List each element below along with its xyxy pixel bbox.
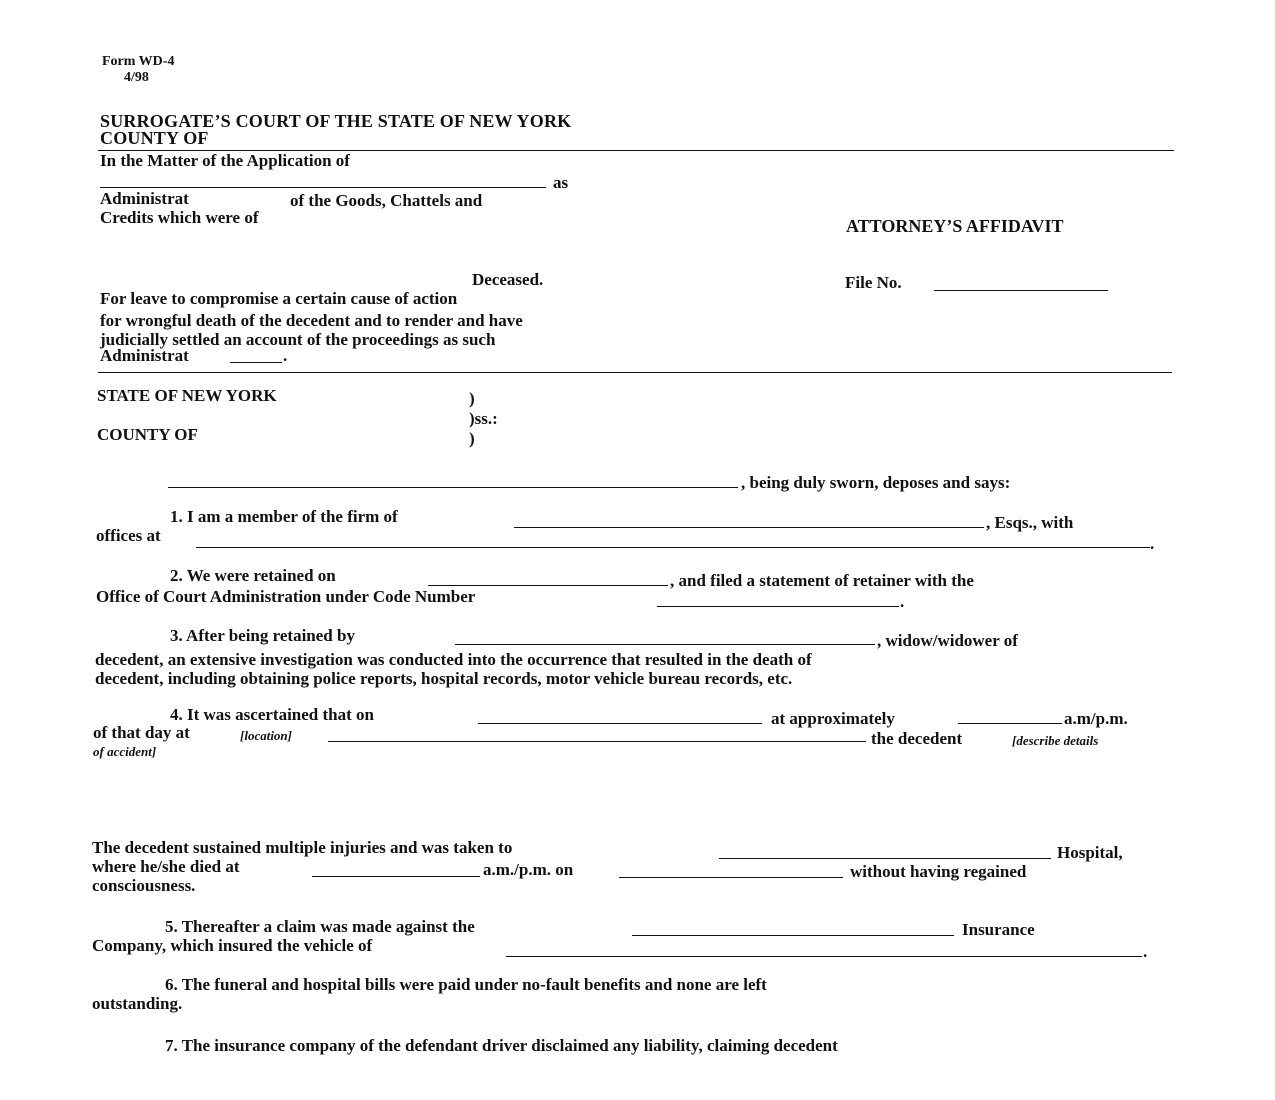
firm-name-blank [514, 527, 984, 528]
p4-approx: at approximately [771, 709, 895, 728]
p4-decedent: the decedent [871, 729, 963, 748]
applicant-name-blank [100, 187, 546, 188]
p4-line-2: of that day at [93, 723, 190, 742]
p4-details-hint: [describe details [1012, 733, 1099, 748]
p4b-line-1: The decedent sustained multiple injuries and was taken to [92, 838, 513, 857]
hospital-name-blank [719, 858, 1051, 859]
file-no-label: File No. [845, 273, 902, 292]
accident-date-blank [478, 723, 762, 724]
caption-leave-4: Administrat [100, 346, 189, 365]
caption-credits: Credits which were of [100, 208, 259, 227]
caption-bottom-rule [98, 372, 1172, 373]
p5-insurance: Insurance [962, 920, 1035, 939]
file-no-blank [934, 290, 1108, 291]
caption-goods: of the Goods, Chattels and [290, 191, 483, 210]
p4b-line-2: where he/she died at [92, 857, 240, 876]
sworn-statement: , being duly sworn, deposes and says: [741, 473, 1011, 492]
p5-line-2: Company, which insured the vehicle of [92, 936, 373, 955]
p2-line-1: 2. We were retained on [170, 566, 336, 585]
p3-widow: , widow/widower of [877, 631, 1018, 650]
court-name: SURROGATE’S COURT OF THE STATE OF NEW YORK [100, 111, 572, 131]
form-id: Form WD-4 [102, 54, 175, 69]
p2-line-2: Office of Court Administration under Code Number [96, 587, 476, 606]
p1-offices: offices at [96, 526, 161, 545]
retained-date-blank [428, 585, 668, 586]
p2-end: . [900, 592, 905, 611]
p4b-line-3: consciousness. [92, 876, 196, 895]
retained-by-blank [455, 644, 875, 645]
accident-time-blank [958, 723, 1062, 724]
code-number-blank [657, 606, 899, 607]
p7-line-1: 7. The insurance company of the defendant driver disclaimed any liability, claiming decedent [165, 1036, 838, 1055]
venue-ss: )ss.: [469, 409, 498, 428]
deponent-name-blank [168, 487, 738, 488]
death-date-blank [619, 877, 843, 878]
caption-leave-1: For leave to compromise a certain cause of action [100, 289, 458, 308]
court-county: COUNTY OF [100, 128, 209, 148]
venue-state: STATE OF NEW YORK [97, 386, 277, 405]
offices-address-blank [196, 547, 1150, 548]
caption-leave-3: judicially settled an account of the proceedings as such [100, 330, 496, 349]
p4b-regained: without having regained [850, 862, 1027, 881]
caption-administrat: Administrat [100, 189, 189, 208]
accident-location-blank [328, 741, 866, 742]
venue-paren-3: ) [469, 429, 475, 448]
caption-matter: In the Matter of the Application of [100, 151, 350, 170]
caption-leave-2: for wrongful death of the decedent and to render and have [100, 311, 523, 330]
venue-county: COUNTY OF [97, 425, 198, 444]
p4-accident-hint: of accident] [93, 744, 157, 759]
p1-line-1: 1. I am a member of the firm of [170, 507, 398, 526]
p5-line-1: 5. Thereafter a claim was made against the [165, 917, 475, 936]
caption-leave-4-end: . [283, 346, 288, 365]
p1-end: . [1150, 534, 1155, 553]
p4b-hospital: Hospital, [1057, 843, 1123, 862]
p4-line-1: 4. It was ascertained that on [170, 705, 374, 724]
p3-line-1: 3. After being retained by [170, 626, 355, 645]
administrat-suffix-blank [230, 362, 282, 363]
caption-deceased: Deceased. [472, 270, 544, 289]
p5-end: . [1143, 942, 1148, 961]
p4-ampm: a.m/p.m. [1064, 709, 1128, 728]
insured-vehicle-blank [506, 956, 1142, 957]
p1-esqs: , Esqs., with [986, 513, 1074, 532]
venue-paren-1: ) [469, 389, 475, 408]
document-title: ATTORNEY’S AFFIDAVIT [846, 216, 1064, 236]
p3-line-2: decedent, an extensive investigation was conducted into the occurrence that resulted in the death of [95, 650, 812, 669]
form-date: 4/98 [124, 70, 149, 85]
death-time-blank [312, 876, 480, 877]
p6-line-2: outstanding. [92, 994, 183, 1013]
p4-location-hint: [location] [240, 728, 292, 743]
p2-retainer: , and filed a statement of retainer with the [670, 571, 974, 590]
p4b-ampm: a.m./p.m. on [483, 860, 574, 879]
insurance-company-blank [632, 935, 954, 936]
p6-line-1: 6. The funeral and hospital bills were paid under no-fault benefits and none are left [165, 975, 767, 994]
p3-line-3: decedent, including obtaining police reports, hospital records, motor vehicle bureau records, etc. [95, 669, 793, 688]
caption-as: as [553, 173, 569, 192]
